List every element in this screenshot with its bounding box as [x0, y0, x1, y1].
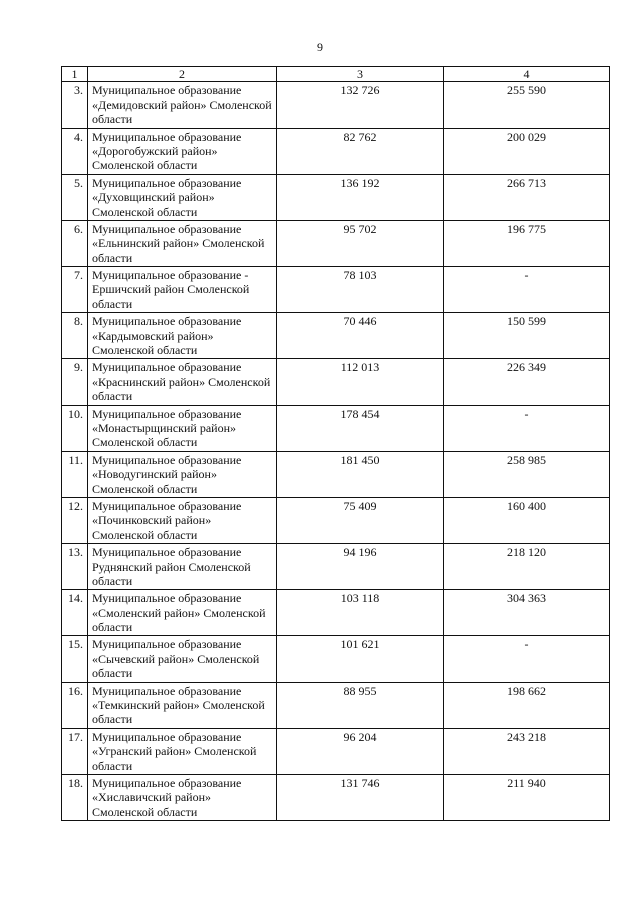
table-row: [62, 174, 610, 220]
value-col-4: 258 985: [444, 451, 610, 497]
row-number: 3.: [62, 82, 88, 128]
value-col-4: -: [444, 267, 610, 313]
municipality-name: Муниципальное образование - Ершичский район Смоленской области: [88, 267, 277, 313]
municipality-name: Муниципальное образование «Новодугинский район» Смоленской области: [88, 451, 277, 497]
table-row: [62, 267, 610, 313]
value-col-4: 218 120: [444, 544, 610, 590]
value-col-3: 96 204: [277, 728, 444, 774]
table-row: [62, 128, 610, 174]
row-number: 10.: [62, 405, 88, 451]
row-number: 15.: [62, 636, 88, 682]
municipality-name: Муниципальное образование «Темкинский район» Смоленской области: [88, 682, 277, 728]
value-col-3: 94 196: [277, 544, 444, 590]
value-col-4: 243 218: [444, 728, 610, 774]
row-number: 16.: [62, 682, 88, 728]
row-number: 14.: [62, 590, 88, 636]
value-col-3: 75 409: [277, 497, 444, 543]
row-number: 13.: [62, 544, 88, 590]
row-number: 7.: [62, 267, 88, 313]
value-col-3: 95 702: [277, 220, 444, 266]
value-col-4: 226 349: [444, 359, 610, 405]
row-number: 12.: [62, 497, 88, 543]
row-number: 9.: [62, 359, 88, 405]
table-row: [62, 636, 610, 682]
value-col-4: 160 400: [444, 497, 610, 543]
header-cell-3: 3: [277, 67, 444, 82]
header-cell-1: 1: [62, 67, 88, 82]
municipality-name: Муниципальное образование «Хиславичский район» Смоленской области: [88, 774, 277, 820]
table-row: [62, 451, 610, 497]
table-body: [62, 82, 610, 821]
header-cell-2: 2: [88, 67, 277, 82]
value-col-3: 136 192: [277, 174, 444, 220]
municipality-name: Муниципальное образование «Сычевский район» Смоленской области: [88, 636, 277, 682]
table-row: [62, 728, 610, 774]
value-col-4: 150 599: [444, 313, 610, 359]
municipality-name: Муниципальное образование «Краснинский район» Смоленской области: [88, 359, 277, 405]
value-col-3: 181 450: [277, 451, 444, 497]
value-col-4: -: [444, 636, 610, 682]
municipality-name: Муниципальное образование «Монастырщинский район» Смоленской области: [88, 405, 277, 451]
value-col-3: 88 955: [277, 682, 444, 728]
value-col-4: 255 590: [444, 82, 610, 128]
value-col-4: 198 662: [444, 682, 610, 728]
municipality-name: Муниципальное образование Руднянский район Смоленской области: [88, 544, 277, 590]
municipality-name: Муниципальное образование «Дорогобужский район» Смоленской области: [88, 128, 277, 174]
municipality-name: Муниципальное образование «Кардымовский район» Смоленской области: [88, 313, 277, 359]
value-col-3: 131 746: [277, 774, 444, 820]
row-number: 4.: [62, 128, 88, 174]
row-number: 17.: [62, 728, 88, 774]
municipality-name: Муниципальное образование «Ельнинский район» Смоленской области: [88, 220, 277, 266]
municipality-name: Муниципальное образование «Починковский район» Смоленской области: [88, 497, 277, 543]
value-col-4: 200 029: [444, 128, 610, 174]
row-number: 11.: [62, 451, 88, 497]
value-col-4: 196 775: [444, 220, 610, 266]
table-row: [62, 405, 610, 451]
data-table: [61, 66, 610, 821]
value-col-4: 211 940: [444, 774, 610, 820]
row-number: 5.: [62, 174, 88, 220]
value-col-3: 112 013: [277, 359, 444, 405]
row-number: 6.: [62, 220, 88, 266]
table-row: [62, 497, 610, 543]
value-col-3: 132 726: [277, 82, 444, 128]
table-row: [62, 682, 610, 728]
value-col-3: 178 454: [277, 405, 444, 451]
row-number: 8.: [62, 313, 88, 359]
page-number: 9: [317, 40, 323, 54]
header-row: [62, 67, 610, 82]
value-col-4: 266 713: [444, 174, 610, 220]
municipality-name: Муниципальное образование «Смоленский район» Смоленской области: [88, 590, 277, 636]
table-row: [62, 774, 610, 820]
table-row: [62, 82, 610, 128]
table-row: [62, 359, 610, 405]
table-row: [62, 544, 610, 590]
value-col-3: 101 621: [277, 636, 444, 682]
municipality-name: Муниципальное образование «Демидовский район» Смоленской области: [88, 82, 277, 128]
header-cell-4: 4: [444, 67, 610, 82]
municipality-name: Муниципальное образование «Духовщинский район» Смоленской области: [88, 174, 277, 220]
table-row: [62, 313, 610, 359]
municipality-name: Муниципальное образование «Угранский район» Смоленской области: [88, 728, 277, 774]
value-col-3: 78 103: [277, 267, 444, 313]
value-col-3: 70 446: [277, 313, 444, 359]
table-row: [62, 220, 610, 266]
value-col-3: 103 118: [277, 590, 444, 636]
table-row: [62, 590, 610, 636]
value-col-3: 82 762: [277, 128, 444, 174]
row-number: 18.: [62, 774, 88, 820]
value-col-4: -: [444, 405, 610, 451]
value-col-4: 304 363: [444, 590, 610, 636]
